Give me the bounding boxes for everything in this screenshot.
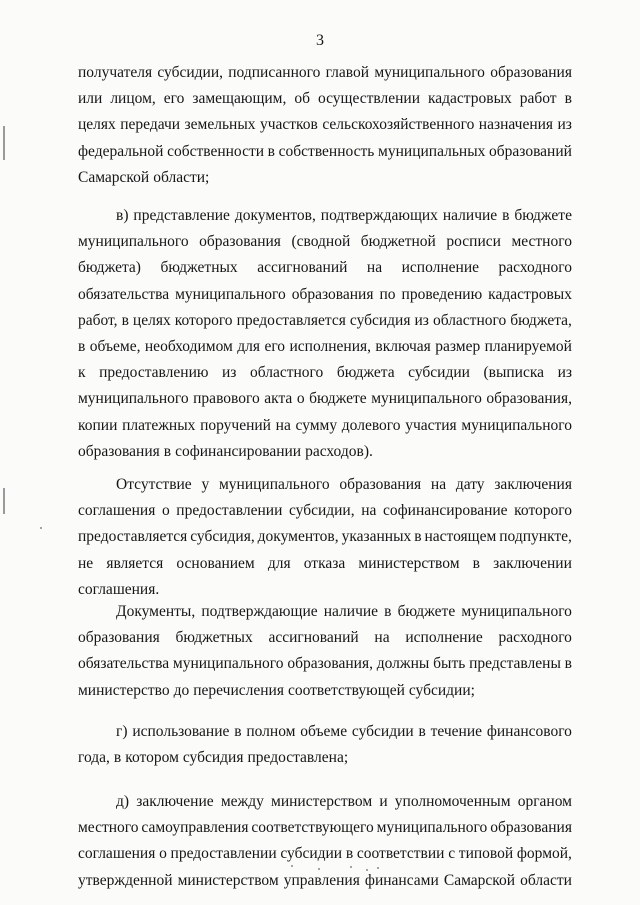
word: подтверждающие (201, 603, 318, 620)
word: или (78, 90, 103, 108)
text-line (78, 60, 572, 86)
word: к (78, 364, 86, 382)
word: быть (433, 655, 466, 673)
word: ассигнований (257, 259, 348, 277)
word: у (201, 476, 210, 493)
text-line (78, 472, 572, 498)
text-line (78, 745, 572, 771)
word: на (430, 476, 447, 493)
text-line (78, 112, 572, 138)
word: замещающим, (192, 90, 287, 108)
word: предоставляется (236, 311, 346, 329)
text-line (78, 524, 572, 550)
text-line (78, 86, 572, 112)
word: сельскохозяйственного (322, 116, 475, 134)
word: бюджетной (360, 233, 436, 251)
word: заключение (136, 793, 214, 810)
word: исполнения, (289, 337, 371, 355)
text-line (78, 229, 572, 255)
word: настоящем (424, 528, 497, 546)
word: отказа (303, 554, 346, 572)
word: (сводной (291, 233, 351, 251)
word: образования (78, 629, 160, 647)
word: осуществлении (317, 90, 420, 108)
word: собственности (167, 142, 265, 160)
word: акта (264, 390, 293, 408)
word: из (222, 364, 237, 382)
word: на (374, 629, 390, 647)
word: области (520, 871, 572, 889)
text-line (78, 625, 572, 651)
word: муниципального (371, 390, 482, 408)
word: участия (405, 416, 457, 434)
text-line (78, 678, 572, 704)
word: сумму (295, 416, 338, 434)
word: бюджета) (78, 259, 141, 277)
word: (выписка (483, 364, 545, 382)
word: котором (125, 749, 179, 767)
word: области; (153, 168, 210, 186)
word: формой, (516, 845, 572, 863)
word: участков (259, 116, 318, 134)
word: расходного (498, 259, 572, 277)
word: объеме (300, 723, 348, 740)
text-line (78, 599, 572, 625)
word: бюджета, (510, 311, 572, 329)
text-line (78, 386, 572, 412)
word: в (113, 749, 122, 767)
word: является (106, 554, 164, 572)
word: субсидия (182, 749, 244, 767)
word: обязательства (78, 655, 170, 673)
word: проведению (401, 285, 483, 303)
word: полном (246, 723, 296, 740)
text-line (78, 551, 572, 577)
word: образования (490, 64, 572, 81)
word: на (366, 259, 383, 277)
word: Самарской (443, 871, 516, 889)
word: утвержденной (78, 871, 173, 889)
word: органом (517, 793, 572, 810)
word: муниципального (78, 390, 189, 408)
word: муниципального (78, 233, 189, 251)
word: об (294, 90, 310, 108)
word: копии (78, 416, 118, 434)
word: размер (435, 337, 481, 355)
word: использование (132, 723, 230, 740)
word: образования, (287, 655, 373, 673)
word: субсидия, (190, 528, 255, 546)
text-line (78, 413, 572, 439)
word: назначения (478, 116, 554, 134)
word: образования (199, 233, 281, 251)
word: и (379, 793, 388, 810)
paragraph (78, 599, 572, 704)
text-line (78, 651, 572, 677)
word: наличие (442, 207, 498, 224)
text-line (78, 841, 572, 867)
word: соглашения. (78, 580, 160, 598)
word: подписанного (228, 64, 321, 81)
word: из (557, 116, 572, 134)
word: образований (489, 142, 572, 160)
text-line (78, 308, 572, 334)
word: министерство (78, 681, 170, 699)
word: министерством (358, 554, 460, 572)
word: образования (490, 819, 572, 837)
word: поручений (200, 416, 271, 434)
word: в (564, 90, 572, 108)
word: муниципального (461, 416, 572, 434)
word: течение (430, 723, 483, 740)
word: на (361, 502, 377, 520)
word: муниципального (376, 819, 488, 837)
word: обязательства (78, 285, 170, 303)
word: бюджете (397, 603, 456, 620)
word: документов, (234, 207, 316, 224)
word: д) (116, 793, 130, 810)
word: бюджетных (175, 629, 253, 647)
word: которого (514, 502, 572, 520)
word: софинансировании (175, 442, 302, 460)
word: расходов). (305, 442, 373, 460)
word: предоставлению (99, 364, 209, 382)
word: в (384, 603, 392, 620)
word: которого (174, 311, 233, 329)
word: собственность (278, 142, 375, 160)
word: работ, (78, 311, 118, 329)
word: бюджете (514, 207, 572, 224)
scan-speck (40, 527, 42, 529)
word: федеральной (78, 142, 164, 160)
word: соответствующего (251, 819, 374, 837)
word: объеме, (89, 337, 141, 355)
word: в (267, 142, 275, 160)
word: заключения (494, 476, 572, 493)
word: долевого (341, 416, 401, 434)
word: исполнение (401, 259, 480, 277)
text-line (78, 165, 572, 191)
word: документов, (257, 528, 339, 546)
word: о (159, 845, 167, 863)
word: должны (376, 655, 430, 673)
paragraph (78, 472, 572, 603)
word: до (173, 681, 190, 699)
word: финансами (364, 871, 439, 889)
word: представлены (469, 655, 561, 673)
word: образования (78, 442, 160, 460)
word: бюджета (336, 364, 395, 382)
word: местного (511, 233, 572, 251)
word: по (379, 285, 396, 303)
text-line (78, 439, 572, 465)
word: муниципального (175, 285, 286, 303)
word: включая (375, 337, 431, 355)
word: предоставлении (176, 502, 283, 520)
word: муниципального (461, 603, 572, 620)
word: субсидии, (157, 64, 224, 81)
word: предоставлена; (247, 749, 349, 767)
text-line (78, 360, 572, 386)
word: соглашения (78, 502, 156, 520)
word: в) (116, 207, 129, 224)
word: исполнение (405, 629, 483, 647)
word: в (564, 655, 572, 673)
word: в (502, 207, 510, 224)
word: подпункте, (499, 528, 572, 546)
word: перечисления (193, 681, 284, 699)
word: предоставляется (78, 528, 188, 546)
word: областного (432, 311, 507, 329)
paragraph (78, 719, 572, 771)
word: субсидии; (408, 681, 475, 699)
paragraph (78, 60, 572, 191)
word: самоуправления (141, 819, 249, 837)
paragraph (78, 203, 572, 465)
word: в (414, 528, 422, 546)
word: из (557, 364, 572, 382)
text-line (78, 282, 572, 308)
word: кадастровых (488, 285, 572, 303)
text-line (78, 139, 572, 165)
word: соответствии (356, 845, 445, 863)
word: министерством (177, 871, 279, 889)
page-number: 3 (316, 32, 324, 49)
word: о (161, 502, 170, 520)
scan-artifact-mark (3, 488, 5, 514)
text-line (78, 498, 572, 524)
word: кадастровых (427, 90, 512, 108)
word: образования (339, 476, 422, 493)
word: целях (78, 116, 116, 134)
word: Самарской (78, 168, 150, 186)
word: типовой (458, 845, 514, 863)
word: земельных (184, 116, 256, 134)
word: не (78, 554, 94, 572)
word: уполномоченным (394, 793, 511, 810)
word: заключении (493, 554, 572, 572)
text-line (78, 203, 572, 229)
scan-speck (366, 869, 368, 871)
word: образования, (486, 390, 572, 408)
text-line (78, 868, 572, 894)
word: представление (133, 207, 230, 224)
word: с (448, 845, 456, 863)
scan-speck (291, 865, 293, 867)
word: ассигнований (268, 629, 359, 647)
word: муниципальных (378, 142, 486, 160)
word: Отсутствие (116, 476, 192, 493)
word: в (345, 845, 354, 863)
word: получателя (78, 64, 153, 81)
word: областного (249, 364, 324, 382)
word: соглашения (78, 845, 156, 863)
word: в (418, 723, 426, 740)
word: для (267, 554, 291, 572)
word: платежных (122, 416, 196, 434)
word: подтверждающих (320, 207, 438, 224)
word: в (234, 723, 242, 740)
word: субсидии (351, 723, 414, 740)
word: бюджетных (160, 259, 238, 277)
word: образования (291, 285, 374, 303)
word: в (121, 311, 129, 329)
word: в (163, 442, 172, 460)
word: на (275, 416, 291, 434)
word: субсидии, (288, 502, 355, 520)
word: о (296, 390, 305, 408)
word: софинансирование (382, 502, 508, 520)
text-line (78, 815, 572, 841)
scan-speck (377, 867, 379, 869)
word: основанием (176, 554, 255, 572)
scan-artifact-mark (3, 126, 5, 160)
word: муниципального (374, 64, 485, 81)
word: главой (325, 64, 370, 81)
word: финансового (486, 723, 572, 740)
word: Документы, (116, 603, 196, 620)
word: планируемой (484, 337, 572, 355)
paragraph (78, 789, 572, 894)
word: управления (283, 871, 360, 889)
scan-speck (318, 868, 320, 870)
text-line (78, 719, 572, 745)
text-line (78, 789, 572, 815)
word: лицом, (110, 90, 156, 108)
text-line (78, 334, 572, 360)
word: дату (455, 476, 485, 493)
word: передачи (120, 116, 181, 134)
word: предоставлении (170, 845, 277, 863)
word: муниципального (218, 476, 330, 493)
word: субсидии (408, 364, 470, 382)
word: года, (78, 749, 110, 767)
text-line (78, 255, 572, 281)
word: в (472, 554, 480, 572)
word: между (220, 793, 264, 810)
word: для (237, 337, 261, 355)
word: его (264, 337, 286, 355)
word: правового (193, 390, 260, 408)
word: субсидия (349, 311, 411, 329)
word: бюджете (309, 390, 367, 408)
word: в (78, 337, 86, 355)
word: соответствующей (287, 681, 405, 699)
word: указанных (341, 528, 412, 546)
word: министерством (271, 793, 373, 810)
word: муниципального (172, 655, 284, 673)
word: его (163, 90, 185, 108)
word: из (414, 311, 429, 329)
word: необходимом (144, 337, 233, 355)
scan-speck (350, 866, 352, 868)
word: местного (78, 819, 139, 837)
word: росписи (446, 233, 501, 251)
word: работ (519, 90, 557, 108)
word: субсидии (280, 845, 343, 863)
word: г) (116, 723, 128, 740)
word: целях (132, 311, 171, 329)
word: расходного (498, 629, 572, 647)
word: наличие (323, 603, 379, 620)
